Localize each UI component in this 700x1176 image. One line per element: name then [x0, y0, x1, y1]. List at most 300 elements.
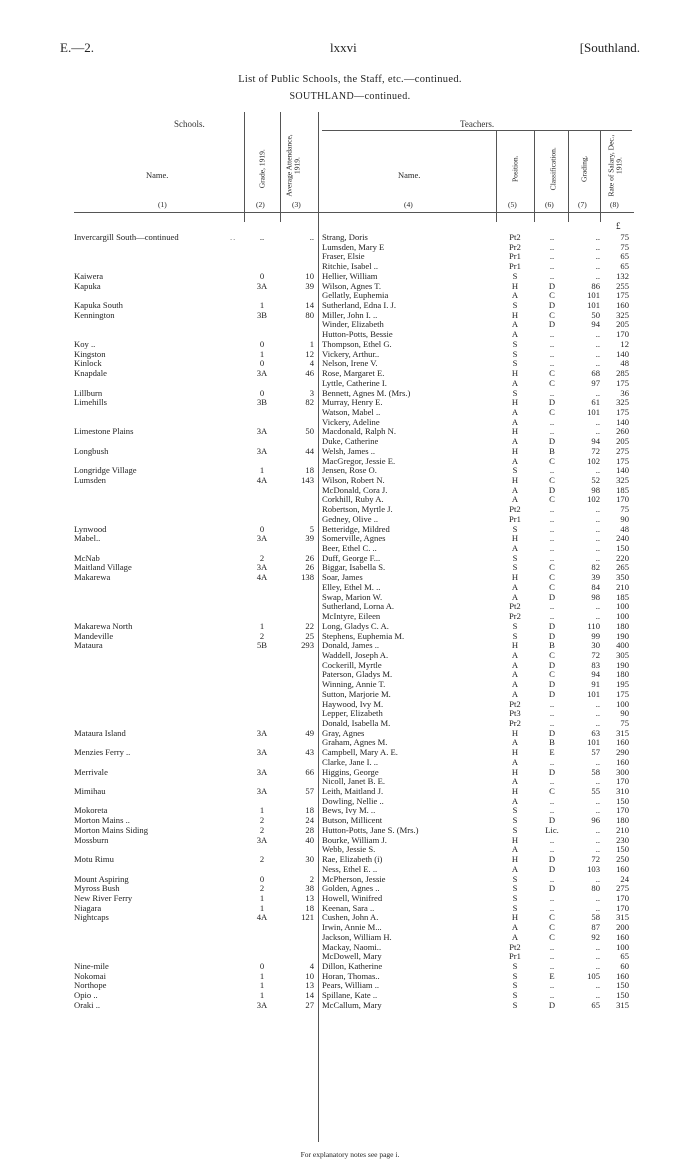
grading-cell: .. — [595, 718, 600, 728]
grade-cell: 2 — [259, 854, 265, 865]
salary-cell: 180 — [616, 815, 629, 826]
teacher-name: McDonald, Cora J. — [322, 484, 388, 495]
salary-cell: 315 — [616, 727, 629, 738]
teacher-name: Duff, George F... — [322, 552, 381, 563]
table-row — [0, 329, 700, 339]
position-cell: H — [511, 572, 519, 583]
position-cell: Pr2 — [509, 611, 521, 622]
table-row — [0, 728, 700, 738]
salary-cell: 400 — [616, 640, 629, 651]
attendance-cell: 26 — [305, 552, 314, 563]
school-name: McNab — [74, 552, 100, 563]
table-row — [0, 426, 700, 436]
grading-cell: .. — [595, 805, 600, 816]
teacher-name: Sutherland, Lorna A. — [322, 601, 395, 612]
grading-cell: .. — [595, 251, 600, 262]
grading-cell: .. — [595, 611, 600, 622]
salary-cell: 160 — [616, 756, 629, 767]
classification-cell: C — [549, 309, 555, 320]
grade-cell: 0 — [259, 873, 265, 884]
classification-cell: D — [548, 688, 556, 699]
attendance-cell: 44 — [305, 445, 314, 456]
school-name: Knapdale — [74, 368, 107, 379]
classification-cell: C — [549, 649, 555, 660]
column-number: (8) — [610, 200, 619, 209]
salary-cell: 300 — [616, 766, 629, 777]
classification-cell: D — [548, 319, 556, 330]
salary-cell: 210 — [616, 581, 629, 592]
school-name: Maitland Village — [74, 562, 132, 573]
teacher-name: Hutton-Potts, Jane S. (Mrs.) — [322, 824, 419, 835]
table-row — [0, 504, 700, 514]
position-cell: A — [511, 494, 519, 505]
page-title: List of Public Schools, the Staff, etc.—continued. — [238, 74, 462, 85]
grading-cell: 82 — [591, 562, 600, 573]
salary-cell: 160 — [616, 970, 629, 981]
classification-cell: D — [548, 883, 556, 894]
attendance-cell: 66 — [305, 766, 314, 777]
grading-cell: .. — [595, 416, 600, 427]
grading-cell: .. — [595, 776, 600, 787]
grading-cell: .. — [595, 523, 600, 534]
teacher-name: McIntyre, Eileen — [322, 611, 381, 622]
grading-cell: 65 — [591, 999, 600, 1010]
classification-cell: B — [549, 640, 555, 651]
position-cell: S — [512, 562, 518, 573]
position-column-heading: Position. — [510, 155, 520, 182]
teacher-name: Miller, John I. .. — [322, 309, 378, 320]
grade-cell: 1 — [259, 892, 265, 903]
grading-cell: .. — [595, 708, 600, 719]
attendance-cell: 22 — [305, 620, 314, 631]
grading-cell: .. — [595, 990, 600, 1001]
position-cell: S — [512, 805, 518, 816]
page-number: lxxvi — [330, 40, 357, 55]
table-row — [0, 796, 700, 806]
salary-cell: 60 — [620, 961, 629, 971]
table-row — [0, 310, 700, 320]
classification-cell: .. — [549, 902, 555, 913]
position-cell: A — [511, 591, 519, 602]
column-number: (6) — [545, 200, 554, 209]
position-cell: A — [511, 863, 519, 874]
grade-cell: 1 — [259, 980, 265, 991]
position-cell: S — [512, 815, 518, 826]
school-name: Mabel.. — [74, 533, 101, 544]
teachers-rule — [322, 130, 632, 131]
grading-cell: 58 — [591, 766, 600, 777]
salary-cell: 65 — [620, 251, 629, 262]
grading-cell: .. — [595, 892, 600, 903]
position-cell: S — [512, 824, 518, 835]
table-row — [0, 699, 700, 709]
table-row — [0, 669, 700, 679]
salary-cell: 205 — [616, 319, 629, 330]
salary-cell: 175 — [616, 290, 629, 301]
grade-cell: 3A — [256, 562, 268, 573]
classification-cell: C — [549, 562, 555, 573]
position-cell: A — [511, 290, 519, 301]
salary-cell: 230 — [616, 834, 629, 845]
classification-cell: B — [549, 445, 555, 456]
teacher-name: Clarke, Jane I. .. — [322, 756, 379, 767]
table-row — [0, 776, 700, 786]
attendance-cell: 26 — [305, 562, 314, 573]
teacher-name: Watson, Mabel .. — [322, 406, 381, 417]
running-header — [60, 40, 640, 60]
position-cell: Pt2 — [509, 698, 521, 709]
salary-cell: 175 — [616, 406, 629, 417]
salary-cell: 325 — [616, 397, 629, 408]
column-rule — [534, 130, 535, 222]
salary-cell: 290 — [616, 747, 629, 758]
classification-cell: D — [548, 863, 556, 874]
salary-cell: 150 — [616, 795, 629, 806]
teacher-name: Pears, William .. — [322, 980, 380, 991]
grading-cell: .. — [595, 241, 600, 252]
salary-cell: 48 — [620, 523, 629, 534]
column-number: (7) — [578, 200, 587, 209]
salary-cell: 100 — [616, 698, 629, 709]
teacher-name-column-heading: Name. — [398, 170, 421, 180]
salary-cell: 170 — [616, 776, 629, 787]
attendance-cell: 4 — [309, 961, 314, 971]
position-cell: H — [511, 533, 519, 544]
school-name: Northope — [74, 980, 107, 991]
attendance-cell: 13 — [305, 892, 314, 903]
position-cell: Pr1 — [509, 251, 521, 262]
school-name: Opio .. — [74, 990, 98, 1001]
grade-cell: 1 — [259, 620, 265, 631]
leader-dots: .. — [230, 232, 237, 242]
salary-cell: 170 — [616, 902, 629, 913]
table-row — [0, 388, 700, 398]
classification-cell: .. — [549, 329, 555, 340]
classification-cell: D — [548, 436, 556, 447]
salary-cell: 170 — [616, 329, 629, 340]
attendance-cell: 39 — [305, 280, 314, 291]
school-name: Niagara — [74, 902, 102, 913]
position-cell: A — [511, 436, 519, 447]
table-row — [0, 990, 700, 1000]
teacher-name: Higgins, George — [322, 766, 379, 777]
position-cell: H — [511, 426, 519, 437]
grade-cell: 2 — [259, 552, 265, 563]
position-cell: A — [511, 756, 519, 767]
teacher-name: McCallum, Mary — [322, 999, 382, 1010]
salary-cell: 180 — [616, 669, 629, 680]
classification-cell: .. — [549, 776, 555, 787]
teacher-name: Dowling, Nellie .. — [322, 795, 384, 806]
table-row — [0, 319, 700, 329]
teacher-name: Waddell, Joseph A. — [322, 649, 389, 660]
teacher-name: Sutherland, Edna I. J. — [322, 300, 396, 311]
teacher-name: McDowell, Mary — [322, 951, 382, 962]
table-row — [0, 592, 700, 602]
attendance-cell: 138 — [301, 572, 314, 583]
position-cell: S — [512, 990, 518, 1001]
table-row — [0, 300, 700, 310]
teacher-name: Butson, Millicent — [322, 815, 383, 826]
grade-cell: 0 — [259, 338, 265, 349]
table-row — [0, 456, 700, 466]
position-cell: S — [512, 358, 518, 369]
teacher-name: Ness, Ethel E. .. — [322, 863, 378, 874]
teacher-name: Nelson, Irene V. — [322, 358, 378, 369]
grading-cell: 105 — [587, 970, 600, 981]
attendance-cell: 38 — [305, 883, 314, 894]
position-cell: Pr2 — [509, 718, 521, 728]
school-name: Invercargill South—continued — [74, 232, 179, 242]
classification-cell: C — [549, 455, 555, 466]
attendance-cell: 80 — [305, 309, 314, 320]
salary-cell: 170 — [616, 805, 629, 816]
attendance-cell: 10 — [305, 970, 314, 981]
salary-cell: 150 — [616, 543, 629, 554]
teacher-name: Gray, Agnes — [322, 727, 365, 738]
grade-cell: 0 — [259, 387, 265, 398]
school-name: Oraki .. — [74, 999, 101, 1010]
classification-cell: .. — [549, 338, 555, 349]
table-row — [0, 660, 700, 670]
classification-cell: .. — [549, 513, 555, 524]
classification-cell: .. — [549, 358, 555, 369]
classification-cell: D — [548, 727, 556, 738]
salary-cell: 305 — [616, 649, 629, 660]
classification-cell: .. — [549, 834, 555, 845]
teacher-name: Bourke, William J. — [322, 834, 387, 845]
salary-cell: 75 — [620, 241, 629, 252]
classification-cell: C — [549, 368, 555, 379]
grade-cell: .. — [259, 232, 265, 242]
grade-cell: 3B — [256, 309, 268, 320]
grading-cell: 102 — [587, 494, 600, 505]
teacher-name: MacGregor, Jessie E. — [322, 455, 396, 466]
column-rule — [280, 112, 281, 222]
position-cell: S — [512, 970, 518, 981]
position-cell: A — [511, 377, 519, 388]
teacher-name: Wilson, Robert N. — [322, 475, 385, 485]
table-row — [0, 854, 700, 864]
table-row — [0, 805, 700, 815]
grading-cell: .. — [595, 358, 600, 369]
attendance-cell: 57 — [305, 786, 314, 797]
position-cell: H — [511, 766, 519, 777]
grade-cell: 4A — [256, 572, 268, 583]
attendance-cell: 12 — [305, 348, 314, 359]
position-cell: S — [512, 892, 518, 903]
grading-cell: 50 — [591, 309, 600, 320]
grading-cell: 30 — [591, 640, 600, 651]
school-name: Makarewa — [74, 572, 111, 583]
position-cell: S — [512, 980, 518, 991]
grading-cell: 55 — [591, 786, 600, 797]
classification-cell: D — [548, 659, 556, 670]
classification-cell: D — [548, 766, 556, 777]
teacher-name: Cushen, John A. — [322, 912, 379, 923]
classification-cell: D — [548, 815, 556, 826]
teacher-name: Vickery, Adeline — [322, 416, 380, 427]
attendance-cell: 50 — [305, 426, 314, 437]
salary-cell: 250 — [616, 854, 629, 865]
classification-cell: C — [549, 912, 555, 923]
grade-cell: 3A — [256, 766, 268, 777]
table-row — [0, 942, 700, 952]
attendance-cell: 82 — [305, 397, 314, 408]
attendance-cell: 10 — [305, 270, 314, 281]
grading-cell: .. — [595, 513, 600, 524]
grading-cell: 101 — [587, 290, 600, 301]
teacher-name: Corkhill, Ruby A. — [322, 494, 384, 505]
grading-cell: .. — [595, 232, 600, 242]
teacher-name: McPherson, Jessie — [322, 873, 386, 884]
table-row — [0, 543, 700, 553]
salary-cell: 12 — [620, 338, 629, 349]
position-cell: A — [511, 406, 519, 417]
table-row — [0, 601, 700, 611]
position-cell: H — [511, 397, 519, 408]
teacher-name: Spillane, Kate .. — [322, 990, 378, 1001]
classification-cell: .. — [549, 805, 555, 816]
position-cell: A — [511, 669, 519, 680]
position-cell: A — [511, 776, 519, 787]
salary-cell: 150 — [616, 844, 629, 855]
position-cell: A — [511, 659, 519, 670]
grade-cell: 1 — [259, 465, 265, 476]
position-cell: A — [511, 455, 519, 466]
grading-cell: 110 — [587, 620, 600, 631]
table-row — [0, 718, 700, 728]
teacher-name: Lepper, Elizabeth — [322, 708, 383, 719]
table-row — [0, 1000, 700, 1010]
position-cell: H — [511, 786, 519, 797]
table-row — [0, 242, 700, 252]
school-name: Koy .. — [74, 338, 96, 349]
position-cell: H — [511, 854, 519, 865]
grading-cell: .. — [595, 348, 600, 359]
teacher-name: Graham, Agnes M. — [322, 737, 388, 748]
position-cell: H — [511, 309, 519, 320]
table-row — [0, 611, 700, 621]
school-name: Morton Mains .. — [74, 815, 130, 826]
grading-cell: .. — [595, 552, 600, 563]
grade-cell: 3A — [256, 786, 268, 797]
classification-cell: .. — [549, 708, 555, 719]
position-cell: S — [512, 999, 518, 1010]
school-name: Longridge Village — [74, 465, 137, 476]
classification-cell: .. — [549, 698, 555, 709]
salary-cell: 150 — [616, 990, 629, 1001]
school-name: Limestone Plains — [74, 426, 134, 437]
classification-cell: .. — [549, 270, 555, 281]
grading-cell: .. — [595, 504, 600, 515]
grading-cell: .. — [595, 756, 600, 767]
teacher-name: Strang, Doris — [322, 232, 368, 242]
salary-cell: 132 — [616, 270, 629, 281]
position-cell: S — [512, 902, 518, 913]
salary-cell: 170 — [616, 494, 629, 505]
teacher-name: Haywood, Ivy M. — [322, 698, 384, 709]
classification-cell: C — [549, 572, 555, 583]
position-cell: H — [511, 368, 519, 379]
attendance-cell: 18 — [305, 902, 314, 913]
attendance-cell: 24 — [305, 815, 314, 826]
teacher-name: Swap, Marion W. — [322, 591, 383, 602]
grading-cell: 101 — [587, 688, 600, 699]
classification-cell: .. — [549, 980, 555, 991]
table-row — [0, 631, 700, 641]
salary-cell: 275 — [616, 883, 629, 894]
position-cell: S — [512, 270, 518, 281]
attendance-cell: 13 — [305, 980, 314, 991]
salary-cell: 200 — [616, 922, 629, 933]
position-cell: Pr1 — [509, 513, 521, 524]
table-row — [0, 747, 700, 757]
table-row — [0, 679, 700, 689]
teacher-name: Robertson, Myrtle J. — [322, 504, 393, 515]
table-row — [0, 349, 700, 359]
column-rule — [600, 130, 601, 222]
position-cell: A — [511, 931, 519, 942]
table-row — [0, 475, 700, 485]
salary-cell: 175 — [616, 688, 629, 699]
teacher-name: Hutton-Potts, Bessie — [322, 329, 393, 340]
column-number: (5) — [508, 200, 517, 209]
grading-cell: .. — [595, 980, 600, 991]
grading-cell: .. — [595, 261, 600, 272]
salary-cell: 100 — [616, 941, 629, 952]
teacher-name: Howell, Winifred — [322, 892, 383, 903]
grading-cell: 63 — [591, 727, 600, 738]
grading-cell: 72 — [591, 854, 600, 865]
school-name: Kaiwera — [74, 270, 104, 281]
classification-cell: .. — [549, 261, 555, 272]
grading-cell: 80 — [591, 883, 600, 894]
salary-cell: 325 — [616, 475, 629, 485]
grading-cell: 102 — [587, 455, 600, 466]
table-row — [0, 689, 700, 699]
attendance-cell: 14 — [305, 300, 314, 311]
grade-cell: 4A — [256, 912, 268, 923]
grade-cell: 3A — [256, 999, 268, 1010]
teacher-name: Mackay, Naomi.. — [322, 941, 382, 952]
position-cell: A — [511, 844, 519, 855]
salary-cell: 190 — [616, 659, 629, 670]
position-cell: H — [511, 280, 519, 291]
teacher-name: Cockerill, Myrtle — [322, 659, 382, 670]
table-row — [0, 378, 700, 388]
column-number: (4) — [404, 200, 413, 209]
table-row — [0, 562, 700, 572]
attendance-cell: 143 — [301, 475, 314, 485]
table-row — [0, 650, 700, 660]
position-cell: S — [512, 961, 518, 971]
salary-cell: 140 — [616, 348, 629, 359]
salary-cell: 185 — [616, 484, 629, 495]
grading-cell: 94 — [591, 319, 600, 330]
teacher-name: Hellier, William — [322, 270, 378, 281]
school-name: Motu Rimu — [74, 854, 114, 865]
classification-cell: .. — [549, 232, 555, 242]
table-row — [0, 874, 700, 884]
grading-cell: .. — [595, 941, 600, 952]
teacher-name: Fraser, Elsie — [322, 251, 365, 262]
table-row — [0, 368, 700, 378]
salary-cell: 160 — [616, 931, 629, 942]
grading-cell: 101 — [587, 406, 600, 417]
table-row — [0, 844, 700, 854]
grade-cell: 3A — [256, 368, 268, 379]
